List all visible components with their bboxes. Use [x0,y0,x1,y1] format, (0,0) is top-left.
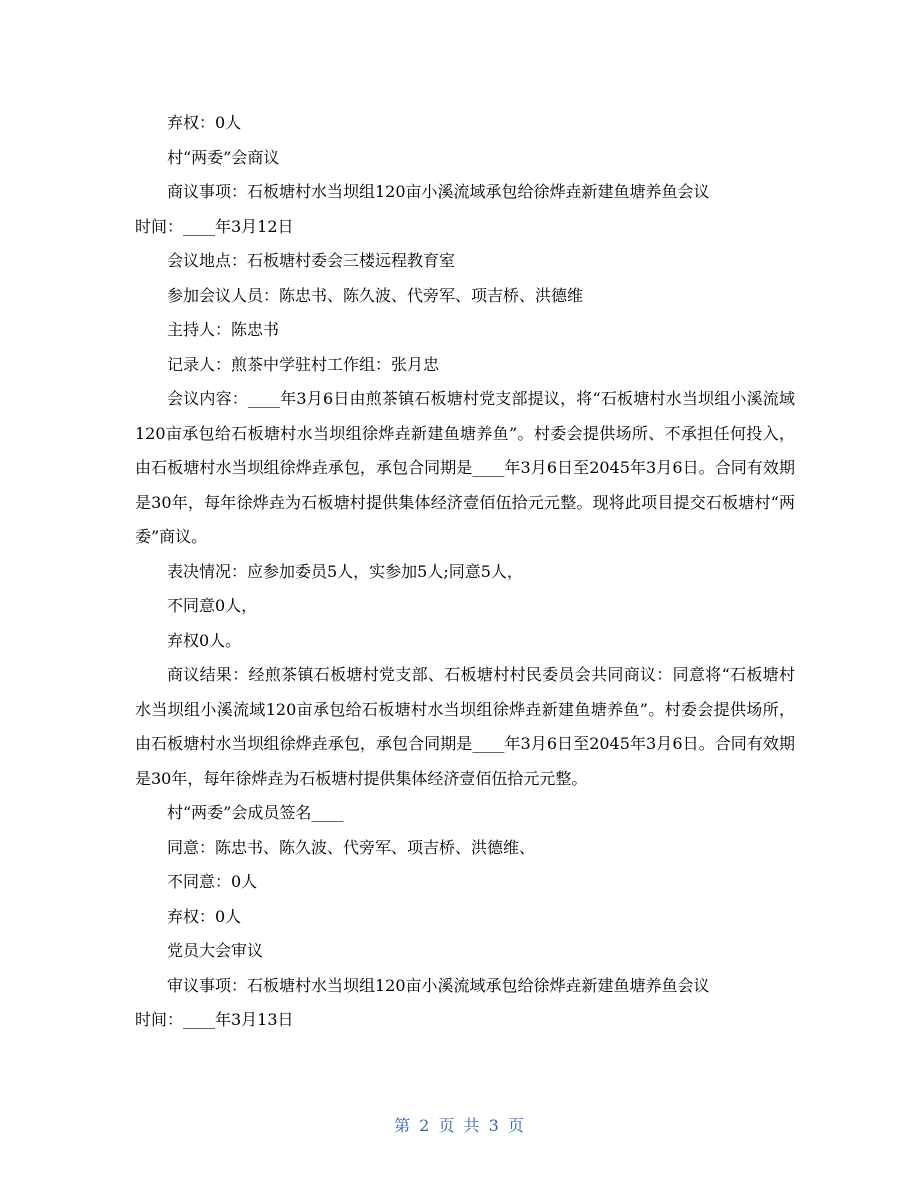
paragraph: 弃权0人。 [167,630,242,650]
paragraph: 商议结果：经煎茶镇石板塘村党支部、石板塘村村民委员会共同商议：同意将“石板塘村水当坝组小溪流域120亩承包给石板塘村水当坝组徐烨垚新建鱼塘养鱼”。村委会提供场所，由石板塘村水当坝组徐烨垚承包，承包合同期是____年3月6日至2045年3月6日。合同有效期是30年，每年徐烨垚为石板塘村提供集体经济壹佰伍拾元元整。 [135,665,795,788]
paragraph: 商议事项：石板塘村水当坝组120亩小溪流域承包给徐烨垚新建鱼塘养鱼会议 [167,182,710,201]
paragraph: 弃权：0人 [167,906,242,926]
paragraph: 参加会议人员：陈忠书、陈久波、代旁军、项吉桥、洪德维 [167,285,584,305]
page-number-footer: 第 2 页 共 3 页 [394,1116,526,1135]
paragraph: 村“两委”会成员签名____ [167,803,344,822]
paragraph: 表决情况：应参加委员5人，实参加5人;同意5人， [167,561,523,581]
paragraph: 不同意0人， [167,596,258,615]
paragraph: 审议事项：石板塘村水当坝组120亩小溪流域承包给徐烨垚新建鱼塘养鱼会议 [167,975,710,995]
paragraph: 会议地点：石板塘村委会三楼远程教育室 [167,251,456,270]
paragraph: 同意：陈忠书、陈久波、代旁军、项吉桥、洪德维、 [167,837,536,857]
paragraph: 不同意：0人 [167,872,258,891]
paragraph: 主持人：陈忠书 [167,320,280,339]
paragraph: 记录人：煎茶中学驻村工作组：张月忠 [167,354,440,374]
paragraph: 时间：____年3月13日 [135,1010,294,1029]
section-heading: 党员大会审议 [167,941,264,960]
paragraph: 弃权：0人 [167,113,242,132]
document-body [135,106,795,1038]
paragraph: 会议内容：____年3月6日由煎茶镇石板塘村党支部提议，将“石板塘村水当坝组小溪流域120亩承包给石板塘村水当坝组徐烨垚新建鱼塘养鱼”。村委会提供场所、不承担任何投入，由石板塘村水当坝组徐烨垚承包，承包合同期是____年3月6日至2045年3月6日。合同有效期是30年，每年徐烨垚为石板塘村提供集体经济壹佰伍拾元元整。现将此项目提交石板塘村“两委”商议。 [135,389,795,546]
section-heading: 村“两委”会商议 [167,147,280,167]
paragraph: 时间：____年3月12日 [135,216,294,236]
